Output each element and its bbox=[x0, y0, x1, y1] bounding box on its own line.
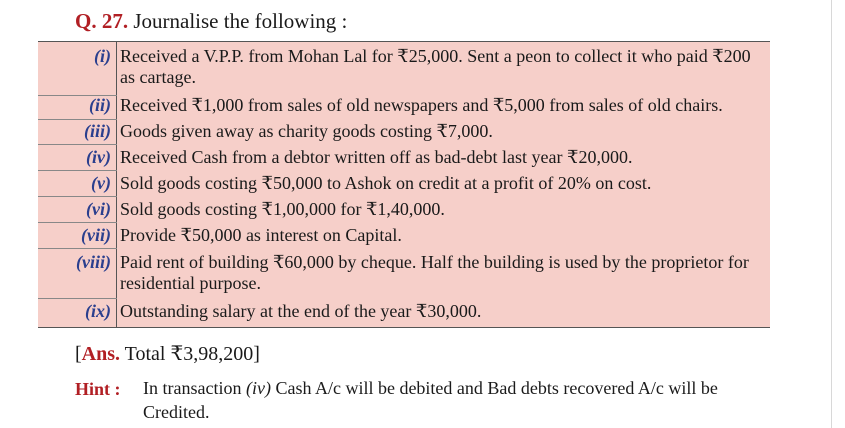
answer-open-bracket: [ bbox=[75, 343, 82, 365]
item-number: (i) bbox=[94, 46, 111, 66]
hint-text-post: Cash A/c will be debited and Bad debts recovered A/c will be Credited. bbox=[143, 378, 718, 422]
hint-transaction-ref: (iv) bbox=[245, 378, 271, 398]
row-separator bbox=[38, 298, 117, 299]
hint-label: Hint : bbox=[75, 379, 121, 399]
hint-text-pre: In transaction bbox=[143, 378, 246, 398]
item-text: Sold goods costing ₹1,00,000 for ₹1,40,000. bbox=[120, 199, 445, 219]
row-separator bbox=[38, 196, 117, 197]
answer-line bbox=[75, 342, 260, 366]
answer-label: Ans. bbox=[81, 343, 121, 365]
page-edge-line bbox=[831, 0, 832, 428]
item-text: Provide ₹50,000 as interest on Capital. bbox=[120, 225, 402, 245]
answer-text: Total ₹3,98,200] bbox=[124, 343, 260, 365]
item-number: (ix) bbox=[85, 301, 111, 321]
item-number: (v) bbox=[91, 173, 111, 193]
item-text: Goods given away as charity goods costing ₹7,000. bbox=[120, 121, 493, 141]
item-text: Received Cash from a debtor written off as bad-debt last year ₹20,000. bbox=[120, 147, 633, 167]
item-text: Outstanding salary at the end of the year ₹30,000. bbox=[120, 301, 482, 321]
row-separator bbox=[38, 248, 117, 249]
hint-text bbox=[143, 376, 783, 424]
item-text: Received ₹1,000 from sales of old newspapers and ₹5,000 from sales of old chairs. bbox=[120, 95, 723, 115]
item-text: Paid rent of building ₹60,000 by cheque. Half the building is used by the proprietor for residential purpose. bbox=[120, 252, 749, 293]
item-number: (iv) bbox=[86, 147, 111, 167]
question-title: Journalise the following : bbox=[133, 9, 348, 33]
row-separator bbox=[38, 222, 117, 223]
question-heading bbox=[75, 8, 347, 34]
item-number: (vii) bbox=[81, 225, 111, 245]
row-separator bbox=[38, 119, 117, 120]
question-number: Q. 27. bbox=[75, 9, 129, 33]
row-separator bbox=[38, 170, 117, 171]
transactions-box bbox=[38, 41, 770, 328]
item-number: (iii) bbox=[84, 121, 111, 141]
number-column-divider bbox=[116, 42, 117, 327]
item-number: (vi) bbox=[86, 199, 111, 219]
item-number: (ii) bbox=[89, 95, 111, 115]
item-text: Received a V.P.P. from Mohan Lal for ₹25,000. Sent a peon to collect it who paid ₹200 as cartage. bbox=[120, 46, 751, 87]
item-text: Sold goods costing ₹50,000 to Ashok on credit at a profit of 20% on cost. bbox=[120, 173, 652, 193]
item-number: (viii) bbox=[76, 252, 111, 272]
row-separator bbox=[38, 144, 117, 145]
